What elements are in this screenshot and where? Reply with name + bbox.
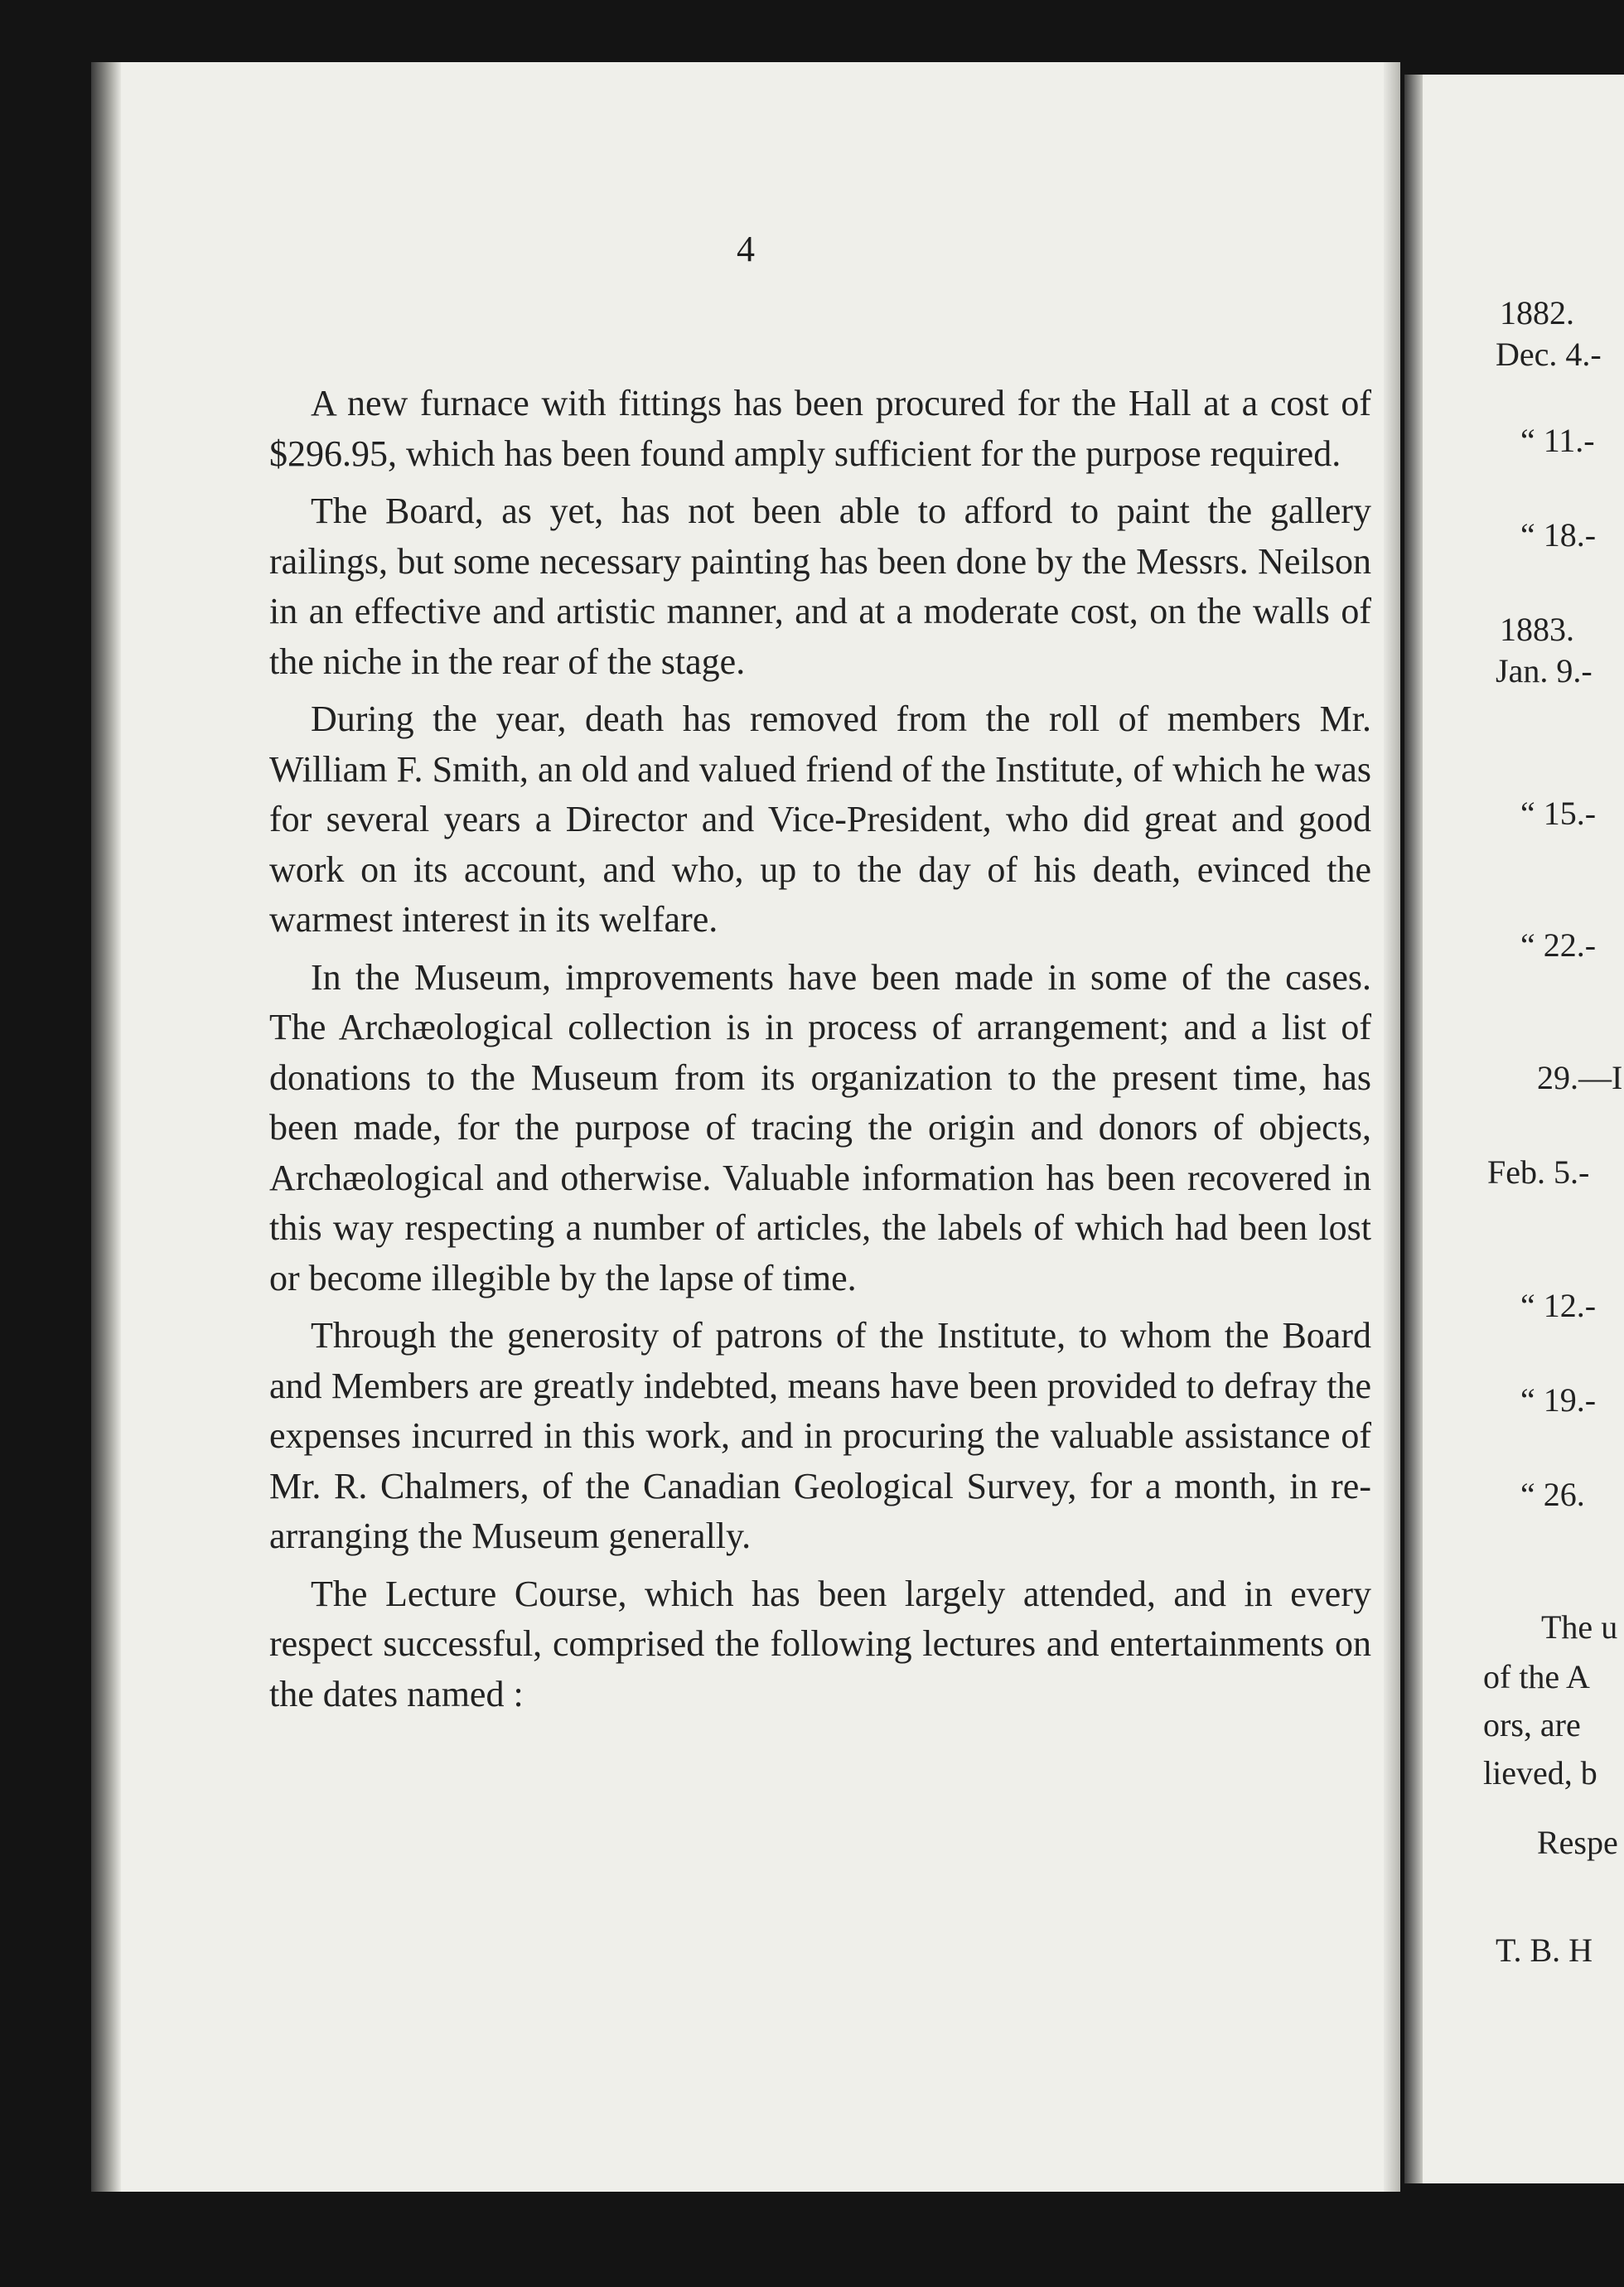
date-entry: 29.—I <box>1537 1059 1623 1096</box>
paragraph-painting: The Board, as yet, has not been able to afford to paint the gallery railings, but some necessary painting has been done by the Messrs. Neilson in an effective and artistic manner, and at a moderate cost, on the walls of the niche in the rear of the stage. <box>269 491 1371 682</box>
date-entry: “ 12.- <box>1520 1287 1597 1324</box>
closing-text-line: lieved, b <box>1483 1754 1597 1791</box>
book-binding-shadow <box>91 62 121 2192</box>
body-text <box>269 379 1371 1727</box>
left-page <box>91 62 1400 2192</box>
closing-text-line: Respe <box>1537 1824 1618 1861</box>
date-entry: “ 15.- <box>1520 795 1597 832</box>
year-heading-1883: 1883. <box>1500 611 1574 648</box>
closing-text-line: The u <box>1541 1608 1618 1646</box>
date-entry: Jan. 9.- <box>1496 652 1593 689</box>
paragraph-lecture-course: The Lecture Course, which has been largely attended, and in every respect successful, comprised the following lectures and entertainments on the dates named : <box>269 1573 1371 1714</box>
date-entry: “ 11.- <box>1520 422 1595 459</box>
date-entry: “ 19.- <box>1520 1381 1597 1419</box>
right-page-binding <box>1404 75 1423 2183</box>
page-number: 4 <box>737 229 755 269</box>
signature-line: T. B. H <box>1496 1932 1593 1969</box>
closing-text-line: ors, are <box>1483 1706 1581 1743</box>
closing-text-line: of the A <box>1483 1658 1590 1695</box>
paragraph-obituary: During the year, death has removed from the roll of members Mr. William F. Smith, an old and valued friend of the Institute, of which he was for several years a Director and Vice-President, who did great and good work on its account, and who, up to the day of his death, evinced the warmest interest in its welfare. <box>269 699 1371 940</box>
date-entry: “ 26. <box>1520 1476 1585 1513</box>
paragraph-patrons: Through the generosity of patrons of the Institute, to whom the Board and Members are greatly indebted, means have been provided to defray the expenses incurred in this work, and in procuring the valuable assistance of Mr. R. Chalmers, of the Canadian Geological Survey, for a month, in re-arranging the Museum generally. <box>269 1315 1371 1556</box>
date-entry: “ 18.- <box>1520 516 1597 554</box>
date-entry: Feb. 5.- <box>1487 1153 1590 1191</box>
paragraph-museum: In the Museum, improvements have been made in some of the cases. The Archæological collection is in process of arrangement; and a list of donations to the Museum from its organization to the present time, has been made, for the purpose of tracing the origin and donors of objects, Archæological and otherwise. Valuable information has been recovered in this way respecting a number of articles, the labels of which had been lost or become illegible by the lapse of time. <box>269 956 1371 1298</box>
year-heading-1882: 1882. <box>1500 294 1574 331</box>
date-entry: Dec. 4.- <box>1496 336 1602 373</box>
right-page <box>1404 75 1624 2183</box>
page-gutter <box>1384 62 1400 2192</box>
paragraph-furnace: A new furnace with fittings has been procured for the Hall at a cost of $296.95, which has been found amply sufficient for the purpose required. <box>269 383 1371 474</box>
date-entry: “ 22.- <box>1520 926 1597 964</box>
